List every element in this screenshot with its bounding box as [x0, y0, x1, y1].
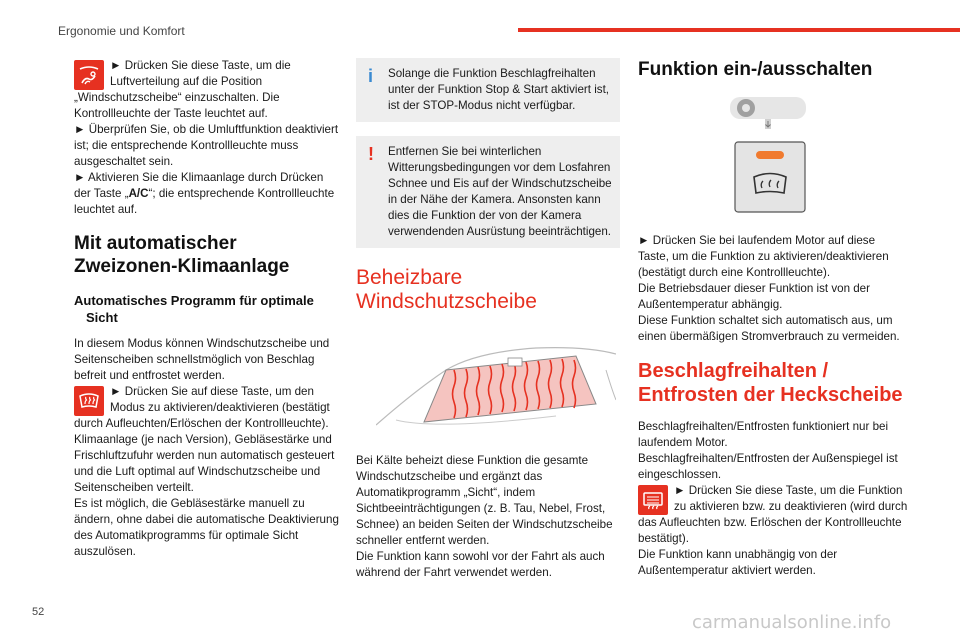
info-note	[356, 58, 620, 122]
header-accent-bar	[518, 28, 960, 32]
col1-text-7: Es ist möglich, die Gebläsestärke manuell zu ändern, ohne dabei die automatische Deaktivierung des Automatikprogramms für optimale Sicht auszulösen.	[74, 497, 339, 558]
col1-text-3: ► Aktivieren Sie die Klimaanlage durch Drücken der Taste „A/C“; die entsprechende Kontrollleuchte leuchtet auf.	[74, 171, 335, 216]
front-defrost-icon	[74, 386, 104, 416]
windshield-airflow-paragraph	[74, 58, 342, 218]
col2-text-1: Bei Kälte beheizt diese Funktion die gesamte Windschutzscheibe und ergänzt das Automatikprogramm „Sicht“, indem Sichtbeeinträchtigungen (z. B. Tau, Nebel, Frost, Schnee) an beiden Seiten der Windschutzscheibe schneller entfernt werden.	[356, 454, 613, 547]
section-heading-rear-demist: Beschlagfreihalten / Entfrosten der Heckscheibe	[638, 360, 903, 406]
header-title: Ergonomie und Komfort	[58, 24, 185, 38]
defrost-front-paragraph	[74, 384, 342, 432]
info-note-text: Solange die Funktion Beschlagfreihalten unter der Funktion Stop & Start aktiviert ist, ist der STOP-Modus nicht verfügbar.	[388, 67, 610, 112]
col2-text-2: Die Funktion kann sowohl vor der Fahrt als auch während der Fahrt verwendet werden.	[356, 550, 605, 579]
col3-text-4: Beschlagfreihalten/Entfrosten funktioniert nur bei laufendem Motor.	[638, 420, 889, 449]
section-heading-heated-windshield: Beheizbare Windschutzscheibe	[356, 266, 537, 313]
info-icon: i	[368, 66, 374, 86]
section-heading-dual-zone: Mit automatischer Zweizonen-Klimaanlage	[74, 233, 290, 277]
section-heading-toggle: Funktion ein-/ausschalten	[638, 59, 873, 80]
front-defrost-button-illustration	[734, 141, 806, 213]
rear-defrost-paragraph	[638, 483, 908, 547]
heated-windshield-illustration	[376, 330, 616, 440]
col3-text-6: ► Drücken Sie diese Taste, um die Funktion zu aktivieren bzw. zu deaktivieren (wird durch das Aufleuchten bzw. Erlöschen der Kontrollleuchte bestätigt).	[638, 484, 908, 545]
column-2	[356, 58, 620, 581]
col1-text-2: ► Überprüfen Sie, ob die Umluftfunktion deaktiviert ist; die entsprechende Kontrollleuchte muss ausgeschaltet sein.	[74, 123, 339, 168]
col1-text-6: Klimaanlage (je nach Version), Gebläsestärke und Frischluftzufuhr werden nun automatisch gesteuert und die Luft optimal auf Windschutzscheibe und Seitenscheiben verteilt.	[74, 433, 335, 494]
column-1	[74, 58, 342, 560]
subheading-auto-program: Automatisches Programm für optimale Sicht	[74, 293, 314, 325]
warning-note-text: Entfernen Sie bei winterlichen Witterungsbedingungen vor dem Losfahren Schnee und Eis auf der Windschutzscheibe in der Nähe der Kamera. Ansonsten kann dies die Funktion der von der Kamera verwendenden Ausrüstung beeinträchtigen.	[388, 145, 612, 238]
dashboard-location-icon	[728, 95, 808, 133]
warning-icon: !	[368, 144, 374, 164]
rear-defrost-icon	[638, 485, 668, 515]
windshield-airflow-icon	[74, 60, 104, 90]
warning-note	[356, 136, 620, 248]
watermark: carmanualsonline.info	[692, 612, 892, 633]
page-number: 52	[32, 606, 45, 618]
col3-text-3: Diese Funktion schaltet sich automatisch aus, um einen übermäßigen Stromverbrauch zu vermeiden.	[638, 314, 900, 343]
col1-text-4: In diesem Modus können Windschutzscheibe und Seitenscheiben schnellstmöglich von Beschlag befreit und entfrostet werden.	[74, 337, 330, 382]
col1-text-1: ► Drücken Sie diese Taste, um die Luftverteilung auf die Position „Windschutzscheibe“ einzuschalten. Die Kontrollleuchte der Taste leuchtet auf.	[74, 59, 291, 120]
col1-text-5: ► Drücken Sie auf diese Taste, um den Modus zu aktivieren/deaktivieren (bestätigt durch Aufleuchten/Erlöschen der Kontrollleuchte).	[74, 385, 330, 430]
col3-text-7: Die Funktion kann unabhängig von der Außentemperatur aktiviert werden.	[638, 548, 838, 577]
column-3	[638, 58, 908, 579]
col3-text-1: ► Drücken Sie bei laufendem Motor auf diese Taste, um die Funktion zu aktivieren/deaktivieren (bestätigt durch eine Kontrollleuchte).	[638, 234, 889, 279]
col3-text-5: Beschlagfreihalten/Entfrosten der Außenspiegel ist eingeschlossen.	[638, 452, 898, 481]
col3-text-2: Die Betriebsdauer dieser Funktion ist von der Außentemperatur abhängig.	[638, 282, 870, 311]
